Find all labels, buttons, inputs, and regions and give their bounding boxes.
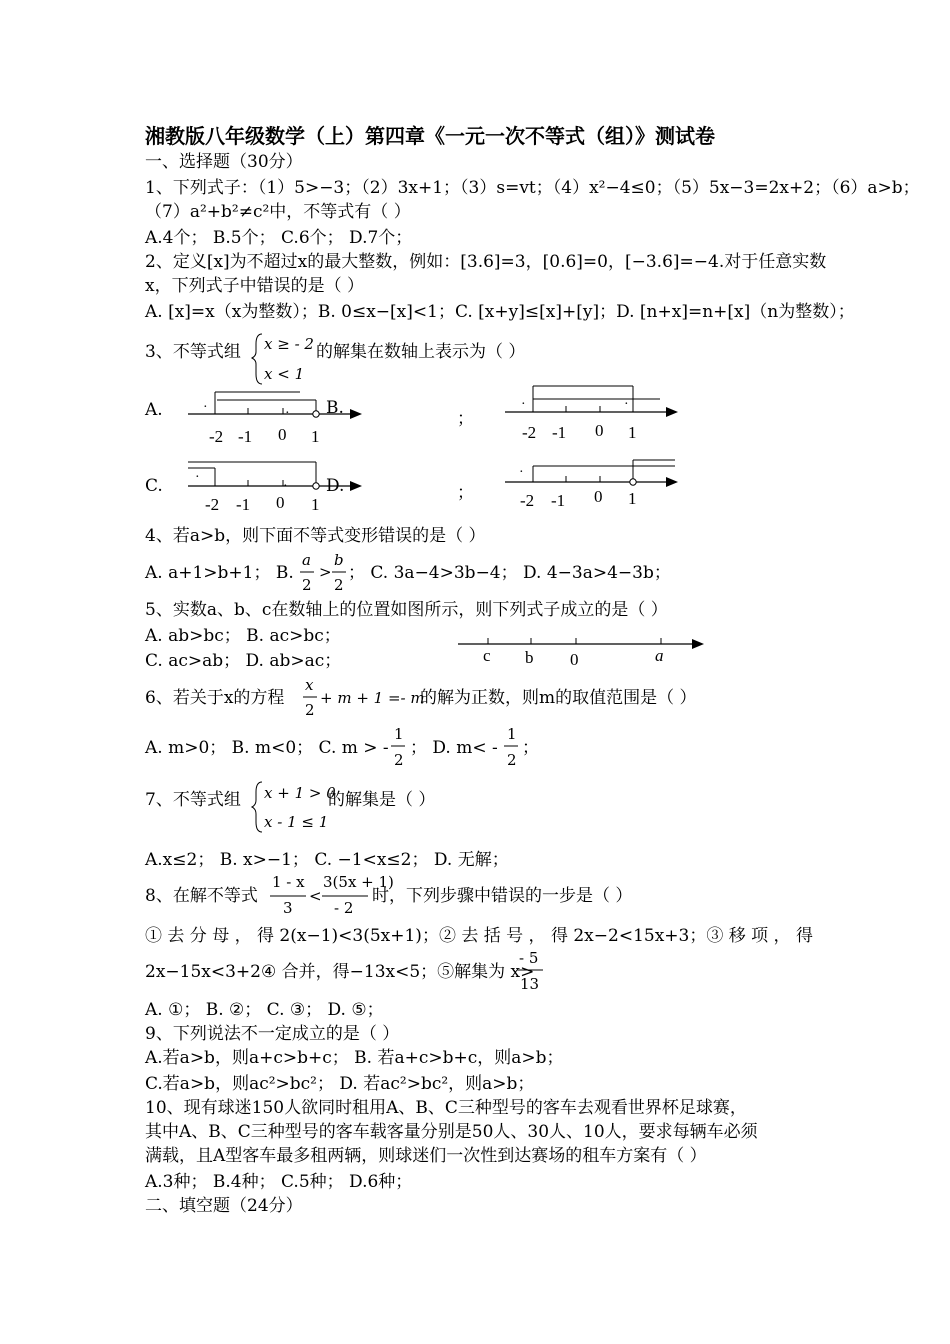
question-6-suffix: 的解为正数，则m的取值范围是（ ）: [420, 688, 697, 708]
arrow-icon: [692, 639, 704, 649]
open-circle: [313, 483, 319, 489]
fraction-numerator: b: [334, 551, 344, 569]
question-6-prefix: 6、若关于x的方程: [145, 688, 285, 708]
tick-label: 0: [278, 425, 287, 444]
tick-label: -1: [236, 495, 251, 514]
q5-number-line: [458, 638, 704, 669]
section-heading: 二、填空题（24分）: [145, 1196, 303, 1216]
number-line-a: [188, 392, 362, 446]
tick-label: 1: [311, 427, 320, 446]
question-7-prefix: 7、不等式组: [145, 790, 241, 810]
question-8-prefix: 8、在解不等式: [145, 886, 258, 906]
dot-mark: ·: [283, 479, 288, 494]
relation-sign: <: [309, 887, 322, 905]
separator: ；: [457, 409, 474, 429]
q7-system-line2: x - 1 ≤ 1: [264, 813, 329, 831]
question-6-options: A. m>0； B. m<0； C. m > -: [145, 738, 389, 758]
question-2-options: A. [x]=x（x为整数）；B. 0≤x−[x]<1；C. [x+y]≤[x]+[y]；D. [n+x]=n+[x]（n为整数）；: [145, 302, 855, 322]
option-c-label: C.: [145, 476, 163, 496]
fraction-denominator: 2: [305, 701, 315, 719]
dot-mark: ·: [519, 465, 524, 480]
dot-mark: ·: [195, 470, 200, 485]
dot-mark: ·: [624, 397, 629, 412]
tick-label: 1: [628, 489, 637, 508]
fraction-numerator: x: [305, 676, 314, 694]
section-heading: 一、选择题（30分）: [145, 152, 303, 172]
fraction-denominator: 2: [507, 751, 517, 769]
arrow-icon: [666, 477, 678, 487]
question-5-options-2: C. ac>ab； D. ab>ac；: [145, 651, 342, 671]
option-a-label: A.: [145, 400, 163, 420]
q3-system-line2: x < 1: [264, 365, 305, 383]
fraction-numerator: a: [302, 551, 311, 569]
page-title: 湘教版八年级数学（上）第四章《一元一次不等式（组）》测试卷: [145, 124, 715, 148]
question-1: 1、下列式子：（1）5>−3；（2）3x+1；（3）s=vt；（4）x²−4≤0；（5）5x−3=2x+2；（6）a>b；: [145, 178, 920, 198]
tick-label: -2: [209, 427, 224, 446]
fraction-numerator: 3(5x + 1): [323, 873, 394, 891]
tick-label: 0: [276, 493, 285, 512]
tick-label: -1: [238, 427, 253, 446]
tick-label: -1: [552, 423, 567, 442]
question-10-cont: 满载，且A型客车最多租两辆，则球迷们一次性到达赛场的租车方案有（ ）: [145, 1146, 707, 1166]
question-8-suffix: 时，下列步骤中错误的一步是（ ）: [372, 886, 633, 906]
question-8-options: A. ①； B. ②； C. ③； D. ⑤；: [145, 1000, 384, 1020]
arrow-icon: [350, 481, 362, 491]
tick-label: -2: [520, 491, 535, 510]
fraction-numerator: - 5: [519, 949, 539, 967]
question-10-cont: 其中A、B、C三种型号的客车载客量分别是50人、30人、10人，要求每辆车必须: [145, 1122, 758, 1142]
question-4: 4、若a>b，则下面不等式变形错误的是（ ）: [145, 526, 486, 546]
question-5-options-1: A. ab>bc； B. ac>bc；: [145, 626, 341, 646]
number-line-d: [505, 460, 678, 510]
number-line-c: [188, 462, 362, 514]
question-10: 10、现有球迷150人欲同时租用A、B、C三种型号的客车去观看世界杯足球赛，: [145, 1098, 747, 1118]
fraction-numerator: 1: [394, 725, 404, 743]
tick-label: -2: [205, 495, 220, 514]
question-4-options-rest: ； C. 3a−4>3b−4； D. 4−3a>4−3b；: [348, 563, 671, 583]
fraction-numerator: 1: [507, 725, 517, 743]
number-line-b: [505, 386, 678, 442]
fraction-denominator: 13: [520, 975, 540, 993]
question-4-option-a: A. a+1>b+1； B.: [145, 563, 294, 583]
question-1-cont: （7）a²+b²≠c²中，不等式有（ ）: [145, 202, 411, 222]
open-circle: [630, 479, 636, 485]
option-b-label: B.: [326, 398, 344, 418]
tick-label: 1: [628, 423, 637, 442]
q7-system-line1: x + 1 > 0: [264, 784, 336, 802]
tick-label: 1: [311, 495, 320, 514]
question-1-options: A.4个； B.5个； C.6个； D.7个；: [145, 228, 413, 248]
brace-icon: [252, 782, 262, 832]
dot-mark: ·: [521, 397, 526, 412]
dot-mark: ·: [285, 406, 290, 421]
option-d-label: D.: [326, 476, 345, 496]
fraction-denominator: 2: [394, 751, 404, 769]
tick-label: -2: [522, 423, 537, 442]
fraction-denominator: - 2: [334, 899, 354, 917]
question-3-suffix: 的解集在数轴上表示为（ ）: [316, 342, 526, 362]
fraction-denominator: 2: [302, 576, 312, 594]
relation-sign: >: [319, 563, 332, 581]
tick-label: 0: [595, 421, 604, 440]
question-6-option-d: ； D. m< -: [410, 738, 498, 758]
question-7-suffix: 的解集是（ ）: [328, 790, 436, 810]
question-9-options-1: A.若a>b，则a+c>b+c； B. 若a+c>b+c，则a>b；: [145, 1048, 564, 1068]
equation-mid: + m + 1 =- m: [320, 689, 425, 707]
arrow-icon: [666, 407, 678, 417]
question-7-options: A.x≤2； B. x>−1； C. −1<x≤2； D. 无解；: [145, 850, 509, 870]
tick-label: 0: [594, 487, 603, 506]
question-5: 5、实数a、b、c在数轴上的位置如图所示，则下列式子成立的是（ ）: [145, 600, 668, 620]
arrow-icon: [350, 409, 362, 419]
question-8-steps: ① 去 分 母 ， 得 2(x−1)<3(5x+1)；② 去 括 号 ， 得 2x−2<15x+3；③ 移 项 ， 得: [145, 926, 813, 946]
question-3-prefix: 3、不等式组: [145, 342, 241, 362]
q3-system-line1: x ≥ - 2: [264, 335, 314, 353]
fraction-denominator: 2: [334, 576, 344, 594]
question-8-steps-cont: 2x−15x<3+2④ 合并，得−13x<5；⑤解集为 x>: [145, 962, 535, 982]
question-10-options: A.3种； B.4种； C.5种； D.6种；: [145, 1172, 413, 1192]
point-label: 0: [570, 650, 579, 669]
question-9-options-2: C.若a>b，则ac²>bc²； D. 若ac²>bc²，则a>b；: [145, 1074, 535, 1094]
open-circle: [313, 411, 319, 417]
dot-mark: ·: [203, 400, 208, 415]
point-label: a: [655, 646, 664, 665]
question-2-cont: x，下列式子中错误的是（ ）: [145, 276, 364, 296]
question-2: 2、定义[x]为不超过x的最大整数，例如：[3.6]=3，[0.6]=0，[−3.6]=−4.对于任意实数: [145, 252, 827, 272]
point-label: c: [483, 646, 491, 665]
question-9: 9、下列说法不一定成立的是（ ）: [145, 1024, 400, 1044]
fraction-denominator: 3: [283, 899, 293, 917]
point-label: b: [525, 648, 534, 667]
separator: ；: [457, 483, 474, 503]
brace-icon: [252, 334, 262, 384]
fraction-numerator: 1 - x: [272, 873, 305, 891]
punctuation: ；: [522, 738, 539, 758]
tick-label: -1: [551, 491, 566, 510]
